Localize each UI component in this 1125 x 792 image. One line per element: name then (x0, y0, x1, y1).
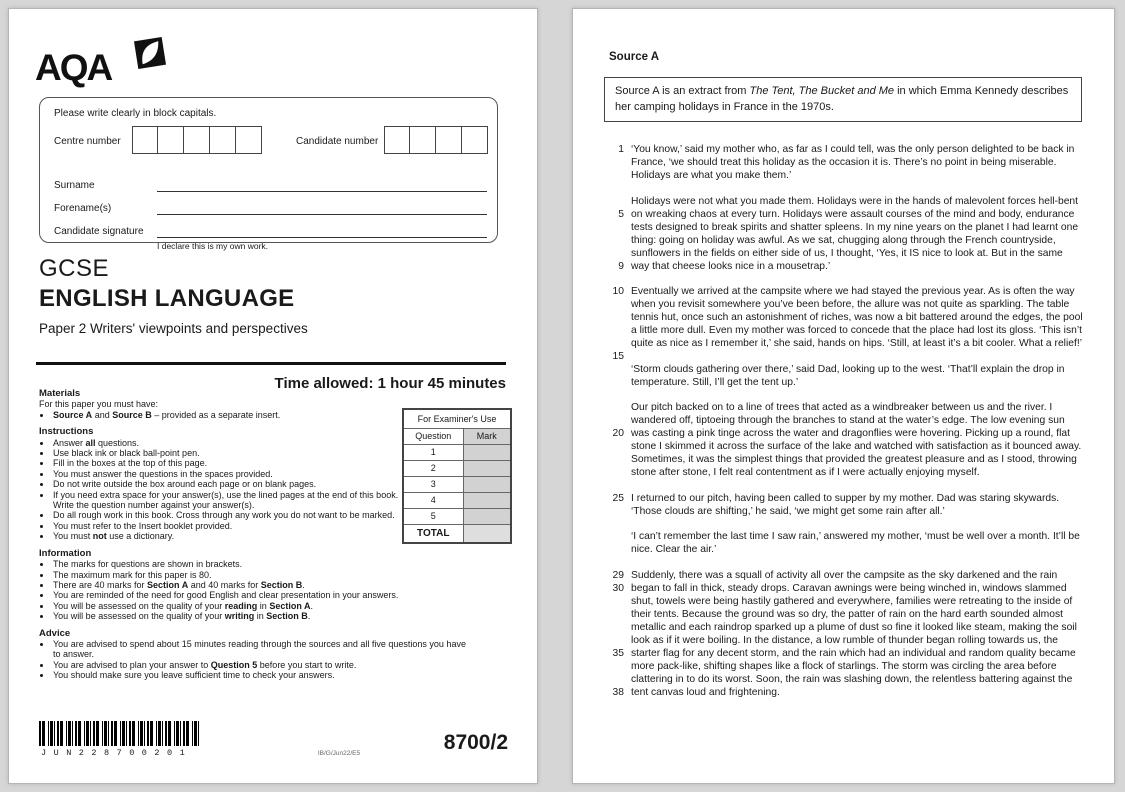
line-number: 5 (618, 208, 624, 220)
centre-number-cell (184, 126, 210, 154)
paper-title: Paper 2 Writers' viewpoints and perspectives (39, 321, 308, 336)
section-heading: Instructions (39, 426, 94, 438)
candidate-number-cell (462, 126, 488, 154)
section-information (39, 549, 511, 622)
bullet-item: • If you need extra space for your answer(s), use the lined pages at the end of this book. Write the question number against your answer(s). (52, 490, 407, 511)
bullet-item: • You are advised to plan your answer to Question 5 before you start to write. (52, 660, 467, 670)
footer-code: IB/G/Jun22/E5 (317, 750, 361, 757)
question-number: 1 (403, 444, 463, 460)
bullet-item: • You must answer the questions in the spaces provided. (52, 469, 407, 479)
aqa-leaf-icon (132, 35, 168, 76)
centre-number-cell (236, 126, 262, 154)
bullet-item: • Use black ink or black ball-point pen. (52, 448, 407, 458)
paragraph-text: I returned to our pitch, having been called to supper by my mother. Dad was staring skywards. ‘Those clouds are shifting,’ he said, ‘we might get some rain after all.’ (631, 492, 1060, 517)
question-header: Question (403, 428, 463, 444)
examiner-table-row (403, 476, 511, 492)
centre-number-cell (210, 126, 236, 154)
candidate-number-label: Candidate number (296, 136, 379, 147)
source-paragraph (607, 492, 1083, 518)
section-heading: Materials (39, 388, 81, 399)
bullet-list (39, 438, 407, 542)
line-number: 1 (618, 144, 624, 155)
line-number: 20 (612, 428, 624, 439)
bullet-item: • Do all rough work in this book. Cross through any work you do not want to be marked. (52, 510, 407, 520)
signature-line (157, 218, 487, 238)
paragraph-text: Suddenly, there was a squall of activity all over the campsite as the sky darkened and the rain began to fall in thick, steady drops. Caravan awnings were being winched in, windows slammed shut, towels were being hastily gathered and everywhere, families were retreating to the inside of their tents. Because the ground was so dry, the patter of rain on the hard earth sounded almost metallic and each raindrop sparked up a plume of dust so fine it looked like steam, making the soil look as if it were boiling. In the distance, a low rumble of thunder began rolling towards us, the starter flag for any decent storm, and the rain which had an individual and random quality became more pack-like, shifting shapes like a flock of starlings. The storm was circling the area before clattering in to do its worst. Soon, the rain was slashing down, the relentless battering against the tent canvas loud and frightening. (631, 569, 1077, 698)
line-number: 29 (612, 569, 624, 581)
paragraph-text: ‘I can’t remember the last time I saw rain,’ answered my mother, ‘must be well over a month. It’ll be nice. Clear the air.’ (631, 531, 1080, 555)
line-number: 25 (612, 492, 624, 504)
total-label: TOTAL (403, 524, 463, 543)
examiner-table-title: For Examiner's Use (403, 409, 511, 428)
bullet-list (39, 639, 467, 681)
bullet-item: • Source A and Source B – provided as a separate insert. (52, 410, 407, 420)
bullet-item: • You should make sure you leave sufficient time to check your answers. (52, 670, 467, 680)
source-paragraph (607, 530, 1083, 556)
bullet-item: • You are reminded of the need for good English and clear presentation in your answers. (52, 590, 511, 600)
examiner-table-row (403, 444, 511, 460)
paper-code: 8700/2 (443, 731, 508, 754)
forenames-line (157, 195, 487, 215)
qualification-title: GCSE (39, 255, 110, 282)
mark-cell (463, 508, 511, 524)
source-a-page (572, 8, 1115, 784)
block-capitals-instruction: Please write clearly in block capitals. (54, 108, 217, 119)
source-a-intro-box: Source A is an extract from The Tent, The Bucket and Me in which Emma Kennedy describes her camping holidays in France in the 1970s. (604, 77, 1082, 122)
mark-cell (463, 492, 511, 508)
bullet-item: • Do not write outside the box around each page or on blank pages. (52, 479, 407, 489)
bullet-item: • Answer all questions. (52, 438, 407, 448)
divider-rule (36, 362, 506, 365)
bullet-item: • You will be assessed on the quality of your reading in Section A. (52, 601, 511, 611)
mark-cell (463, 460, 511, 476)
paragraph-text: Holidays were not what you made them. Holidays were in the hands of malevolent forces hell-bent on wreaking chaos at every turn. Holidays were assault courses of the mind and body, endurance tests designed to break spirits and shatter spleens. In my nine years on the planet I had learnt one thing: going on holiday was awful. As we sat, chugging along through the French countryside, sunflowers in the fields on either side of us, I thought, ‘Yes, it IS nice to look at. But in the same way that cheese looks nice in a mousetrap.’ (631, 195, 1079, 272)
bullet-item: • You will be assessed on the quality of your writing in Section B. (52, 611, 511, 621)
source-a-body (607, 143, 1083, 711)
centre-number-boxes (132, 126, 262, 154)
source-paragraph (607, 401, 1083, 479)
subject-title: ENGLISH LANGUAGE (39, 285, 295, 312)
bullet-item: • You must not use a dictionary. (52, 531, 407, 541)
line-number: 9 (618, 260, 624, 272)
bullet-item: • The maximum mark for this paper is 80. (52, 570, 511, 580)
barcode (39, 721, 201, 746)
examiner-table-row (403, 508, 511, 524)
source-paragraph (607, 363, 1083, 389)
question-number: 5 (403, 508, 463, 524)
bullet-list (39, 410, 407, 420)
section-heading: Information (39, 547, 92, 559)
question-number: 3 (403, 476, 463, 492)
source-a-heading: Source A (609, 51, 660, 63)
surname-label: Surname (54, 180, 95, 191)
line-number: 10 (612, 286, 624, 297)
centre-number-label: Centre number (54, 136, 121, 147)
candidate-number-boxes (384, 126, 488, 154)
bullet-item: • There are 40 marks for Section A and 40 marks for Section B. (52, 580, 511, 590)
candidate-number-cell (436, 126, 462, 154)
candidate-number-cell (384, 126, 410, 154)
bullet-item: • Fill in the boxes at the top of this page. (52, 458, 407, 468)
forenames-label: Forename(s) (54, 203, 112, 214)
barcode-digits: JUN228700201 (41, 748, 193, 758)
aqa-logo-text: AQA (35, 47, 112, 88)
section-materials (39, 389, 407, 420)
mark-cell (463, 444, 511, 460)
question-number: 4 (403, 492, 463, 508)
paragraph-text: ‘You know,’ said my mother who, as far as I could tell, was the only person delighted to be back in France, ‘we should treat this holiday as the occasion it is. There’s no point in being miserable. Holidays are what you make them.’ (631, 144, 1075, 181)
source-paragraph (607, 569, 1083, 699)
surname-line (157, 172, 487, 192)
source-paragraph (607, 285, 1083, 362)
bullet-list (39, 559, 511, 621)
line-number: 15 (612, 351, 624, 362)
time-allowed: Time allowed: 1 hour 45 minutes (274, 375, 506, 392)
candidate-number-cell (410, 126, 436, 154)
section-intro: For this paper you must have: (39, 399, 159, 410)
mark-cell (463, 476, 511, 492)
line-number: 30 (612, 582, 624, 594)
question-number: 2 (403, 460, 463, 476)
section-heading: Advice (39, 627, 71, 639)
bullet-item: • The marks for questions are shown in brackets. (52, 559, 511, 569)
examiner-table (402, 408, 512, 544)
bullet-item: • You must refer to the Insert booklet provided. (52, 521, 407, 531)
mark-header: Mark (463, 428, 511, 444)
line-number: 35 (612, 647, 624, 659)
total-mark-cell (463, 524, 511, 543)
source-paragraph (607, 195, 1083, 273)
candidate-details-box (39, 97, 498, 251)
signature-label: Candidate signature (54, 226, 144, 237)
examiner-table-row (403, 492, 511, 508)
centre-number-cell (158, 126, 184, 154)
declaration-text: I declare this is my own work. (157, 241, 269, 251)
centre-number-cell (132, 126, 158, 154)
paragraph-text: Our pitch backed on to a line of trees that acted as a windbreaker between us and the river. I wandered off, tiptoeing through the branches to stand at the water’s edge. The low evening sun was casting a pink tinge across the water and dragonflies were hovering. Picking up a round, flat stone I skimmed it across the surface of the lake and watched with satisfaction as it bounced away. Sometimes, it was the simplest things that provided the greatest pleasure and as I stood, throwing stone after stone, I felt real contentment as if I were actually enjoying myself. (631, 402, 1082, 478)
examiner-table-row (403, 460, 511, 476)
front-cover-page (8, 8, 538, 784)
section-instructions (39, 427, 407, 541)
paragraph-text: Eventually we arrived at the campsite where we had stayed the previous year. As is often the way when you revisit somewhere you’ve been before, the allure was not quite as sparkling. The table tennis hut, once such an astonishment of riches, was now a bit battered around the edges, the pool a little more dull. Even my mother was forced to concede that the place had lost its gloss. ‘This isn’t quite as nice as I remember it,’ she said, hands on hips. ‘Still, at least it’s a bit cooler. What a relief!’ (631, 286, 1083, 349)
bullet-item: • You are advised to spend about 15 minutes reading through the sources and all five questions you have to answer. (52, 639, 467, 660)
paragraph-text: ‘Storm clouds gathering over there,’ said Dad, looking up to the west. ‘That’ll explain the drop in temperature. Still, I’ll get the tent up.’ (631, 363, 1065, 388)
source-paragraph (607, 143, 1083, 182)
section-advice (39, 629, 467, 681)
line-number: 38 (612, 686, 624, 698)
